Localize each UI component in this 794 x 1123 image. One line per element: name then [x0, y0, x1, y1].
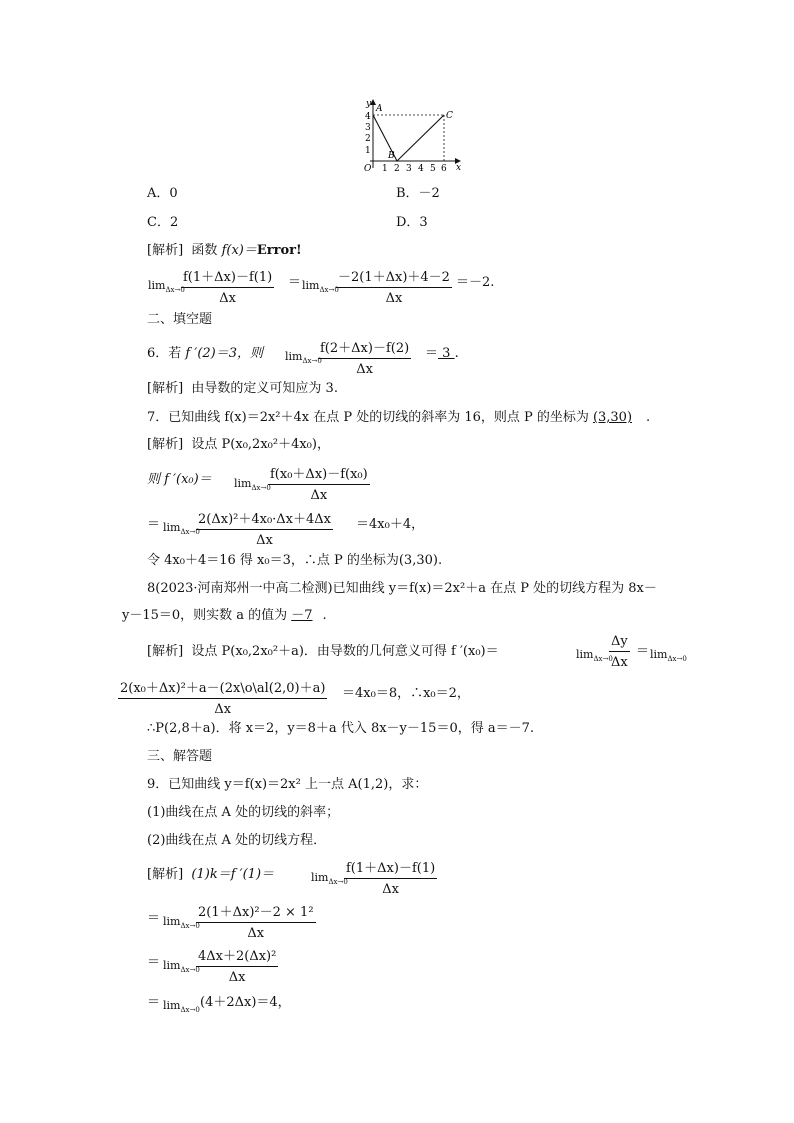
q7-conclusion: 令 4x₀＋4＝16 得 x₀＝3，∴点 P 的坐标为(3,30).	[147, 553, 443, 568]
option-b: B．－2	[396, 186, 440, 201]
y-tick-1: 1	[365, 146, 371, 156]
y-tick-3: 3	[365, 123, 371, 133]
q5-lim-2: $\lim_{\Delta x\to 0}$	[302, 279, 339, 295]
x-tick-2: 2	[394, 164, 400, 174]
origin-label: O	[364, 164, 372, 174]
q7-solution-1: [解析] 设点 P(x₀,2x₀²＋4x₀)，	[147, 437, 330, 452]
q5-result: ＝－2.	[456, 275, 495, 290]
option-a: A．0	[147, 186, 178, 201]
function-graph	[360, 98, 464, 174]
q7-fraction-1: $\frac{\text{f(x₀＋Δx)－f(x₀)}}{\Delta x}$	[268, 463, 370, 503]
q5-solution: [解析] 函数 f(x)＝Error!	[147, 243, 302, 258]
q9-lim-3: $\lim_{\Delta x\to 0}$	[163, 959, 200, 975]
y-tick-4: 4	[365, 112, 371, 122]
q9-question: 9．已知曲线 y＝f(x)＝2x² 上一点 A(1,2)，求：	[147, 777, 428, 792]
q9-part-2: (2)曲线在点 A 处的切线方程．	[147, 833, 327, 848]
q8-conclusion: ∴P(2,8＋a)．将 x＝2，y＝8＋a 代入 8x－y－15＝0，得 a＝－7.	[147, 721, 534, 736]
q9-solution-1: [解析] (1)k＝f ′(1)＝	[147, 867, 275, 882]
q5-fraction-1: $\frac{f(1+\Delta x)-f(1)}{\Delta x}$	[181, 266, 274, 306]
point-b-label: B	[388, 151, 395, 161]
option-d: D．3	[396, 215, 428, 230]
q8-solution-1: [解析] 设点 P(x₀,2x₀²＋a)．由导数的几何意义可得 f ′(x₀)＝	[147, 644, 499, 659]
q5-eq: ＝	[288, 275, 302, 290]
q6-prefix: 6．若 f ′(2)＝3，则	[147, 346, 264, 361]
q9-lim-1: $\lim_{\Delta x\to 0}$	[311, 871, 348, 887]
q6-fraction: $\frac{f(2+\Delta x)-f(2)}{\Delta x}$	[318, 337, 411, 377]
q9-eq-4: ＝	[147, 995, 161, 1010]
q6-solution: [解析] 由导数的定义可知应为 3.	[147, 381, 338, 396]
q8-solution-2-suffix: ＝4x₀＝8，∴x₀＝2，	[342, 686, 470, 701]
point-c-label: C	[446, 111, 453, 121]
graph-polyline	[373, 115, 444, 161]
q9-fraction-3: $\frac{\text{4Δx＋2(Δx)²}}{\Delta x}$	[196, 945, 278, 985]
q8-lim-2: $\lim_{\Delta x\to 0}$	[650, 648, 687, 664]
q8-fraction-1: $\frac{\Delta y}{\Delta x}$	[611, 634, 628, 670]
q6-answer: ＝ 3 .	[425, 346, 459, 361]
q7-solution-2-prefix: 则 f ′(x₀)＝	[147, 472, 212, 487]
x-tick-1: 1	[382, 164, 388, 174]
q9-eq-2: ＝	[147, 911, 161, 926]
x-tick-6: 6	[441, 164, 447, 174]
x-tick-5: 5	[430, 164, 436, 174]
q7-solution-3-suffix: ＝4x₀＋4，	[356, 517, 425, 532]
q7-lim-1: $\lim_{\Delta x\to 0}$	[234, 477, 271, 493]
q6-lim: $\lim_{\Delta x\to 0}$	[285, 350, 322, 366]
q8-question-2: y－15＝0，则实数 a 的值为 －7 .	[122, 608, 327, 623]
q9-fraction-2: $\frac{\text{2(1＋Δx)²－2 × 1²}}{\Delta x}$	[196, 901, 316, 941]
q5-fraction-2: $\frac{-2(1+\Delta x)+4-2}{\Delta x}$	[336, 266, 452, 306]
q9-part-1: (1)曲线在点 A 处的切线的斜率；	[147, 805, 340, 820]
q7-lim-2: $\lim_{\Delta x\to 0}$	[163, 521, 200, 537]
x-tick-3: 3	[406, 164, 412, 174]
q7-question: 7．已知曲线 f(x)＝2x²＋4x 在点 P 处的切线的斜率为 16，则点 P 的坐标为 (3,30) .	[147, 410, 651, 425]
q9-eq-3: ＝	[147, 955, 161, 970]
q9-lim-4: $\lim_{\Delta x\to 0}$	[163, 999, 200, 1015]
q9-result: (4＋2Δx)＝4，	[200, 995, 291, 1010]
q5-lim-1: $\lim_{\Delta x\to 0}$	[148, 279, 185, 295]
q7-fraction-2: $\frac{\text{2(Δx)²＋4x₀·Δx＋4Δx}}{\Delta x}$	[196, 508, 333, 548]
y-axis-label: y	[366, 99, 372, 109]
q8-eq: ＝	[636, 644, 650, 659]
section-fill-in: 二、填空题	[147, 312, 213, 327]
solution-label: [解析]	[147, 243, 184, 258]
point-a-label: A	[376, 104, 383, 114]
q8-fraction-2: $\frac{\text{2(x₀＋Δx)²＋a－(2x\textbackslash{}o\textbackslash{}al(2,0)＋a)}}{\Delta x}$	[118, 677, 327, 717]
q9-lim-2: $\lim_{\Delta x\to 0}$	[163, 915, 200, 931]
x-tick-4: 4	[418, 164, 424, 174]
option-c: C．2	[147, 215, 179, 230]
q7-solution-3-prefix: ＝	[147, 517, 161, 532]
q8-question-1: 8(2023·河南郑州一中高二检测)已知曲线 y＝f(x)＝2x²＋a 在点 P 处的切线方程为 8x－	[147, 581, 657, 596]
q9-fraction-1: $\frac{f(1+\Delta x)-f(1)}{\Delta x}$	[344, 857, 437, 897]
y-tick-2: 2	[365, 134, 371, 144]
x-axis-label: x	[456, 163, 462, 173]
section-answer: 三、解答题	[147, 749, 213, 764]
q8-lim-1: $\lim_{\Delta x\to 0}$	[576, 648, 613, 664]
